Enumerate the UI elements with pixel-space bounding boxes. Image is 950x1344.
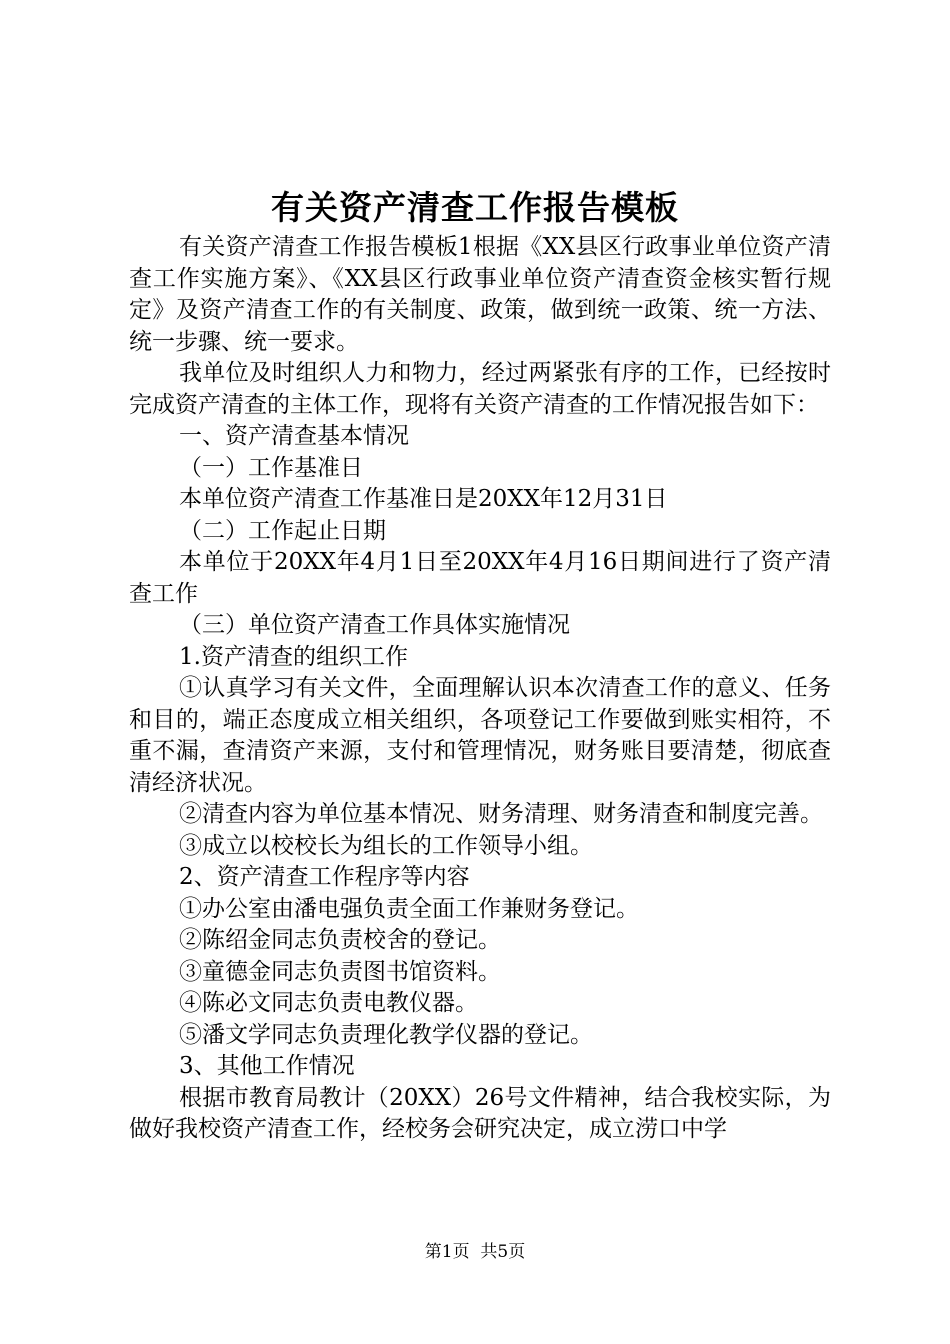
- paragraph-other: 根据市教育局教计（20XX）26号文件精神，结合我校实际，为做好我校资产清查工作，经校务会研究决定，成立涝口中学: [129, 1084, 831, 1142]
- page-number: 第1页: [424, 1242, 470, 1262]
- section-heading-basic: 一、资产清查基本情况: [179, 423, 409, 449]
- document-body: [129, 232, 831, 1146]
- paragraph-intro: 有关资产清查工作报告模板1根据《XX县区行政事业单位资产清查工作实施方案》、《XX县区行政事业单位资产清查资金核实暂行规定》及资产清查工作的有关制度、政策，做到统一政策、统一方法、统一步骤、统一要求。: [129, 234, 831, 355]
- item-heading-procedure: 2、资产清查工作程序等内容: [179, 864, 470, 890]
- list-item: ②陈绍金同志负责校舍的登记。: [179, 927, 501, 953]
- list-item: ①办公室由潘电强负责全面工作兼财务登记。: [179, 895, 639, 922]
- paragraph-period: 本单位于20XX年4月1日至20XX年4月16日期间进行了资产清查工作: [129, 549, 831, 607]
- list-item: ②清查内容为单位基本情况、财务清理、财务清查和制度完善。: [179, 801, 823, 827]
- subsection-heading-base-date: （一）工作基准日: [179, 454, 363, 481]
- page-footer: [0, 1240, 950, 1264]
- page-total: 共5页: [480, 1242, 526, 1262]
- list-item: ⑤潘文学同志负责理化教学仪器的登记。: [179, 1021, 593, 1048]
- document-title: 有关资产清查工作报告模板: [271, 188, 679, 227]
- paragraph-base-date: 本单位资产清查工作基准日是20XX年12月31日: [179, 486, 668, 512]
- list-item: ③成立以校校长为组长的工作领导小组。: [179, 832, 593, 859]
- paragraph-summary: 我单位及时组织人力和物力，经过两紧张有序的工作，已经按时完成资产清查的主体工作，现将有关资产清查的工作情况报告如下：: [129, 360, 831, 418]
- list-item: ③童德金同志负责图书馆资料。: [179, 958, 501, 985]
- item-heading-other: 3、其他工作情况: [179, 1053, 355, 1079]
- list-item: ①认真学习有关文件，全面理解认识本次清查工作的意义、任务和目的，端正态度成立相关组织，各项登记工作要做到账实相符，不重不漏，查清资产来源，支付和管理情况，财务账目要清楚，彻底查清经济状况。: [129, 675, 831, 796]
- subsection-heading-implementation: （三）单位资产清查工作具体实施情况: [179, 612, 570, 638]
- item-heading-organization: 1.资产清查的组织工作: [179, 643, 408, 670]
- list-item: ④陈必文同志负责电教仪器。: [179, 990, 478, 1016]
- subsection-heading-period: （二）工作起止日期: [179, 517, 386, 544]
